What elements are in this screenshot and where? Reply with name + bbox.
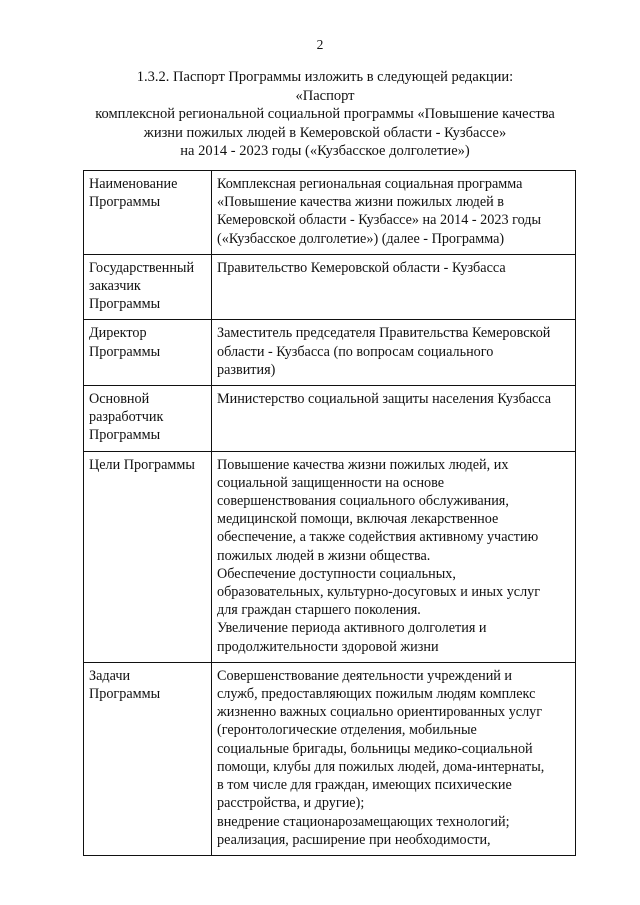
value-line: социальной защищенности на основе xyxy=(217,474,445,491)
value-line: Заместитель председателя Правительства Кемеровской xyxy=(217,325,551,342)
value-line: помощи, клубы для пожилых людей, дома-интернаты, xyxy=(217,758,545,775)
heading-line: на 2014 - 2023 годы («Кузбасское долголетие») xyxy=(180,143,470,159)
label-line: заказчик xyxy=(89,278,141,295)
value-line: в том числе для граждан, имеющих психические xyxy=(217,777,512,794)
value-line: («Кузбасское долголетие») (далее - Программа) xyxy=(217,230,505,247)
value-line: пожилых людей в жизни общества. xyxy=(217,547,431,564)
row-value-developer xyxy=(212,386,576,452)
value-line: для граждан старшего поколения. xyxy=(217,602,421,619)
row-label-goals xyxy=(84,451,212,662)
value-line: области - Кузбасса (по вопросам социального xyxy=(217,343,494,360)
label-line: Цели Программы xyxy=(89,456,195,473)
table-row xyxy=(84,320,576,386)
label-line: Государственный xyxy=(89,259,195,276)
value-line: обеспечение, а также содействия активному участию xyxy=(217,529,539,546)
table-row xyxy=(84,171,576,255)
passport-table xyxy=(83,170,576,856)
heading-line: комплексной региональной социальной программы «Повышение качества xyxy=(95,106,555,122)
label-line: Программы xyxy=(89,194,161,211)
value-line: реализация, расширение при необходимости, xyxy=(217,831,491,848)
table-row xyxy=(84,451,576,662)
row-value-customer xyxy=(212,254,576,320)
table-row xyxy=(84,662,576,855)
value-line: образовательных, культурно-досуговых и иных услуг xyxy=(217,584,541,601)
table-row xyxy=(84,386,576,452)
row-label-customer xyxy=(84,254,212,320)
row-label-director xyxy=(84,320,212,386)
value-line: Комплексная региональная социальная программа xyxy=(217,176,523,192)
label-line: Программы xyxy=(89,296,161,313)
row-value-name xyxy=(212,171,576,255)
value-line: медицинской помощи, включая лекарственное xyxy=(217,511,499,528)
value-line: внедрение стационарозамещающих технологий; xyxy=(217,813,510,830)
document-heading xyxy=(60,68,590,161)
heading-line: жизни пожилых людей в Кемеровской области - Кузбассе» xyxy=(143,124,507,141)
value-line: жизненно важных социально ориентированных услуг xyxy=(217,704,543,721)
label-line: разработчик xyxy=(89,409,164,426)
label-line: Программы xyxy=(89,686,161,703)
value-line: совершенствования социального обслуживания, xyxy=(217,493,509,510)
heading-line: 1.3.2. Паспорт Программы изложить в следующей редакции: xyxy=(136,69,514,85)
value-line: Обеспечение доступности социальных, xyxy=(217,565,456,582)
value-line: служб, предоставляющих пожилым людям комплекс xyxy=(217,686,536,703)
row-label-name xyxy=(84,171,212,255)
value-line: Повышение качества жизни пожилых людей, их xyxy=(217,456,509,473)
value-line: Кемеровской области - Кузбассе» на 2014 - 2023 годы xyxy=(217,212,542,229)
label-line: Задачи xyxy=(89,667,131,684)
row-value-goals xyxy=(212,451,576,662)
heading-line: «Паспорт xyxy=(295,87,355,104)
value-line: развития) xyxy=(217,361,276,378)
page-number: 2 xyxy=(316,37,324,52)
value-line: Совершенствование деятельности учреждений и xyxy=(217,667,513,684)
value-line: расстройства, и другие); xyxy=(217,795,365,812)
value-line: продолжительности здоровой жизни xyxy=(217,638,439,655)
label-line: Основной xyxy=(89,391,150,408)
value-line: Правительство Кемеровской области - Кузбасса xyxy=(217,259,506,276)
label-line: Директор xyxy=(89,325,147,342)
row-label-tasks xyxy=(84,662,212,855)
value-line: Министерство социальной защиты населения Кузбасса xyxy=(217,391,552,408)
value-line: Увеличение периода активного долголетия и xyxy=(217,620,487,637)
row-value-director xyxy=(212,320,576,386)
row-value-tasks xyxy=(212,662,576,855)
row-label-developer xyxy=(84,386,212,452)
table-row xyxy=(84,254,576,320)
value-line: «Повышение качества жизни пожилых людей в xyxy=(217,194,504,211)
value-line: социальные бригады, больницы медико-социальной xyxy=(217,740,533,757)
label-line: Наименование xyxy=(89,176,178,192)
label-line: Программы xyxy=(89,427,161,444)
value-line: (геронтологические отделения, мобильные xyxy=(217,722,477,739)
label-line: Программы xyxy=(89,343,161,360)
